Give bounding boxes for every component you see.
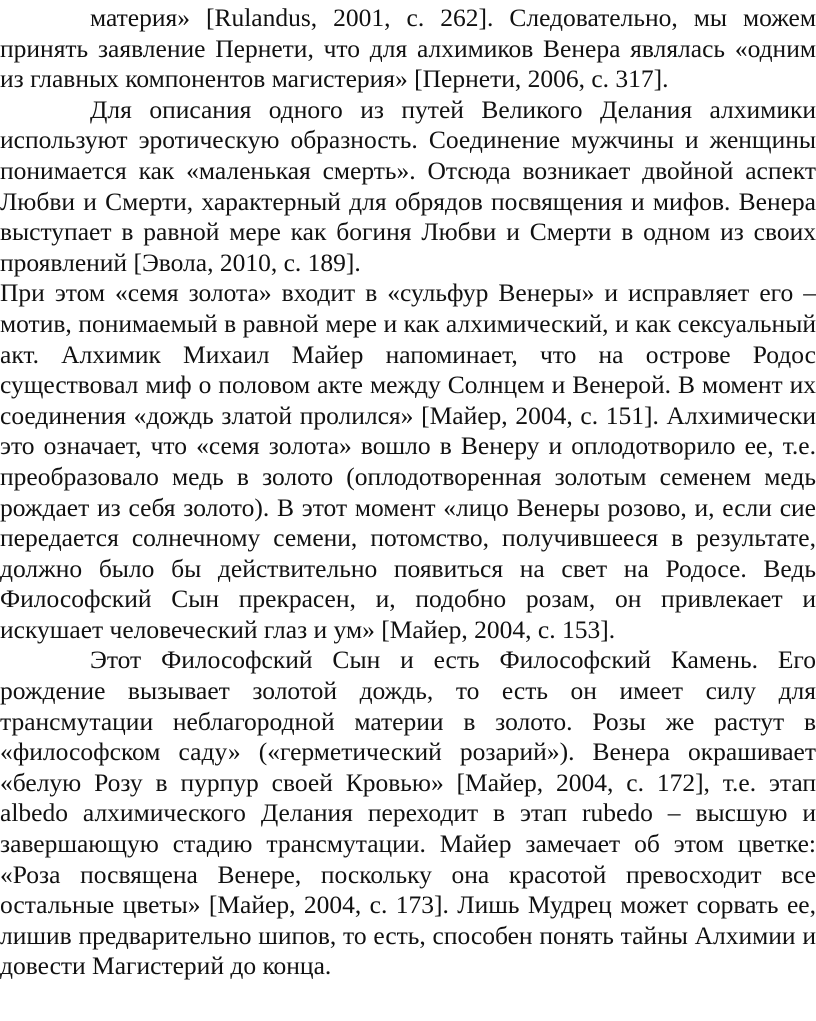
paragraph-continuation: материя» [Rulandus, 2001, с. 262]. Следовательно, мы можем принять заявление Пернети, что для алхимиков Венера являлась «одним из главных компонентов магистерия» [Пернети, 2006, с. 317]. [0, 3, 816, 94]
paragraph-erotic-imagery: Для описания одного из путей Великого Делания алхимики используют эротическую образность. Соединение мужчины и женщины понимается как «маленькая смерть». Отсюда возникает двойной аспект Любви и Смерти, характерный для обрядов посвящения и мифов. Венера выступает в равной мере как богиня Любви и Смерти в одном из своих проявлений [Эвола, 2010, с. 189]. [0, 94, 816, 277]
paragraph-philosophers-son: Этот Философский Сын и есть Философский Камень. Его рождение вызывает золотой дождь, то есть он имеет силу для трансмутации неблагородной материи в золото. Розы же растут в «философском саду» («герметический розарий»). Венера окрашивает «белую Розу в пурпур своей Кровью» [Майер, 2004, с. 172], т.е. этап albedo алхимического Делания переходит в этап rubedo – высшую и завершающую стадию трансмутации. Майер замечает об этом цветке: «Роза посвящена Венере, поскольку она красотой превосходит все остальные цветы» [Майер, 2004, с. 173]. Лишь Мудрец может сорвать ее, лишив предварительно шипов, то есть, способен понять тайны Алхимии и довести Магистерий до конца. [0, 645, 816, 981]
paragraph-seed-of-gold: При этом «семя золота» входит в «сульфур Венеры» и исправляет его – мотив, понимаемый в равной мере и как алхимический, и как сексуальный акт. Алхимик Михаил Майер напоминает, что на острове Родос существовал миф о половом акте между Солнцем и Венерой. В момент их соединения «дождь златой пролился» [Майер, 2004, с. 151]. Алхимически это означает, что «семя золота» вошло в Венеру и оплодотворило ее, т.е. преобразовало медь в золото (оплодотворенная золотым семенем медь рождает из себя золото). В этот момент «лицо Венеры розово, и, если сие передается солнечному семени, потомство, получившееся в результате, должно было бы действительно появиться на свет на Родосе. Ведь Философский Сын прекрасен, и, подобно розам, он привлекает и искушает человеческий глаз и ум» [Майер, 2004, с. 153]. [0, 278, 816, 644]
